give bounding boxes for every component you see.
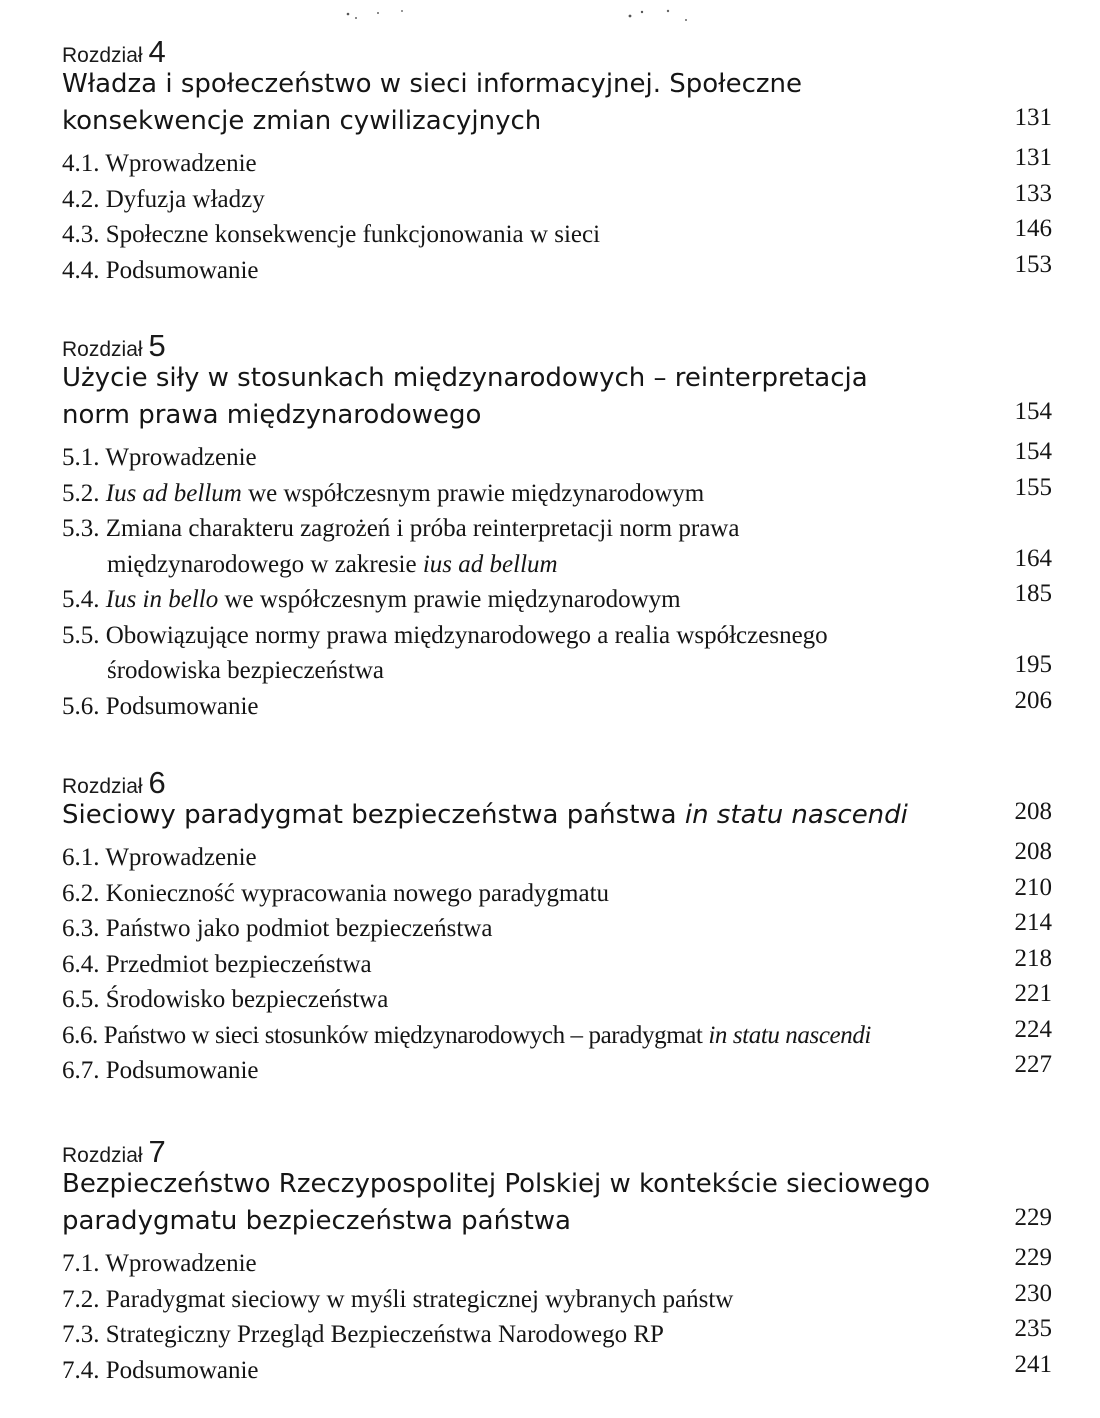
chapter-page-number: 131 (1014, 104, 1052, 131)
chapter-6 (62, 767, 1052, 1089)
entry-title: Przedmiot bezpieczeństwa (105, 950, 372, 978)
chapter-page-number: 229 (1014, 1204, 1052, 1231)
entry-title: Wprowadzenie (105, 1250, 257, 1277)
entry-title: Dyfuzja władzy (105, 185, 265, 213)
chapter-label (62, 328, 1052, 363)
toc-entry (62, 217, 1052, 253)
entry-title-italic: Ius ad bellum (105, 479, 242, 507)
entry-title-continued: środowiska bezpieczeństwa (107, 657, 384, 684)
entry-number: 7.3. (62, 1321, 100, 1348)
toc-entry (62, 440, 1052, 476)
chapter-label (62, 34, 1052, 69)
entry-title-continued: międzynarodowego w zakresie (107, 550, 423, 578)
toc-entry (62, 1246, 1052, 1282)
entry-page-number: 214 (1014, 909, 1052, 936)
entry-page-number: 210 (1014, 873, 1052, 901)
chapter-number: 5 (148, 328, 166, 363)
entry-title: we współczesnym prawie międzynarodowym (241, 479, 705, 507)
entry-page-number: 241 (1014, 1350, 1052, 1378)
entry-number: 5.2. (62, 479, 100, 507)
entry-title: Strategiczny Przegląd Bezpieczeństwa Narodowego RP (105, 1321, 664, 1348)
section-list (62, 440, 1052, 724)
entry-number: 6.7. (62, 1057, 100, 1084)
entry-number: 7.2. (62, 1285, 100, 1313)
entry-page-number: 164 (1014, 544, 1052, 572)
entry-title: Podsumowanie (105, 692, 259, 720)
toc-entry (62, 179, 1052, 218)
entry-title: Podsumowanie (105, 256, 259, 284)
chapter-title-line: Bezpieczeństwo Rzeczypospolitej Polskiej w kontekście sieciowego (62, 1169, 931, 1199)
section-list (62, 840, 1052, 1089)
chapter-title-line: konsekwencje zmian cywilizacyjnych (62, 106, 542, 136)
chapter-label (62, 765, 1052, 800)
section-list (62, 1246, 1052, 1388)
entry-title: Podsumowanie (105, 1057, 259, 1084)
chapter-label-text: Rozdział (62, 44, 143, 67)
entry-title: Państwo w sieci stosunków międzynarodowych – paradygmat (103, 1021, 709, 1049)
chapter-label-text: Rozdział (62, 1144, 143, 1167)
toc-entry (62, 982, 1052, 1018)
toc-entry (62, 146, 1052, 182)
entry-title: Wprowadzenie (105, 444, 257, 471)
chapter-title-text: Sieciowy paradygmat bezpieczeństwa państwa (62, 800, 685, 830)
chapter-title-line: paradygmatu bezpieczeństwa państwa (62, 1206, 571, 1236)
entry-number: 4.1. (62, 150, 100, 177)
chapter-title (62, 66, 1052, 140)
entry-number: 5.1. (62, 444, 100, 471)
toc-entry (62, 1317, 1052, 1353)
toc-entry (62, 511, 1052, 582)
entry-number: 4.4. (62, 256, 100, 284)
entry-number: 5.4. (62, 586, 100, 613)
chapter-page-number: 154 (1014, 398, 1052, 425)
chapter-title-line: Użycie siły w stosunkach międzynarodowych – reinterpretacja (62, 363, 868, 393)
toc-entry (62, 840, 1052, 876)
entry-number: 7.4. (62, 1356, 100, 1384)
entry-page-number: 230 (1014, 1279, 1052, 1307)
scan-specks (330, 2, 710, 32)
entry-title-italic: in statu nascendi (708, 1021, 871, 1049)
toc-entry (62, 250, 1052, 289)
entry-page-number: 208 (1014, 838, 1052, 865)
entry-title-italic: ius ad bellum (422, 550, 558, 578)
chapter-4 (62, 36, 1052, 288)
chapter-number: 6 (148, 765, 166, 800)
toc-entry (62, 1053, 1052, 1089)
toc-entry (62, 686, 1052, 725)
entry-number: 6.2. (62, 879, 100, 907)
entry-number: 5.3. (62, 515, 100, 542)
entry-title: Konieczność wypracowania nowego paradygmatu (105, 879, 610, 907)
toc-entry (62, 911, 1052, 947)
entry-page-number: 155 (1014, 473, 1052, 501)
entry-title: Wprowadzenie (105, 844, 257, 871)
entry-page-number: 235 (1014, 1315, 1052, 1342)
chapter-label-text: Rozdział (62, 338, 143, 361)
entry-page-number: 146 (1014, 215, 1052, 242)
entry-title: we współczesnym prawie międzynarodowym (218, 586, 681, 613)
entry-page-number: 227 (1014, 1051, 1052, 1078)
toc-entry (62, 944, 1052, 983)
entry-page-number: 224 (1014, 1015, 1052, 1043)
entry-title: Paradygmat sieciowy w myśli strategicznej wybranych państw (105, 1285, 734, 1313)
entry-number: 5.6. (62, 692, 100, 720)
entry-page-number: 185 (1014, 580, 1052, 607)
chapter-title-line: Władza i społeczeństwo w sieci informacyjnej. Społeczne (62, 69, 802, 99)
entry-number: 6.6. (62, 1021, 98, 1049)
entry-title: Środowisko bezpieczeństwa (105, 986, 389, 1013)
toc-entry (62, 1279, 1052, 1318)
entry-page-number: 206 (1014, 686, 1052, 714)
toc-entry (62, 1015, 1052, 1054)
entry-number: 4.2. (62, 185, 100, 213)
entry-title: Państwo jako podmiot bezpieczeństwa (105, 915, 493, 942)
toc-entry (62, 1350, 1052, 1389)
entry-page-number: 218 (1014, 944, 1052, 972)
chapter-title (62, 797, 1052, 834)
entry-number: 6.3. (62, 915, 100, 942)
entry-number: 4.3. (62, 221, 100, 248)
chapter-number: 4 (148, 34, 166, 69)
chapter-title-line: norm prawa międzynarodowego (62, 400, 482, 430)
toc-entry (62, 618, 1052, 689)
chapter-7 (62, 1136, 1052, 1388)
entry-page-number: 229 (1014, 1244, 1052, 1271)
entry-page-number: 153 (1014, 250, 1052, 278)
chapter-page-number: 208 (1014, 798, 1052, 825)
entry-page-number: 131 (1014, 144, 1052, 171)
toc-entry (62, 582, 1052, 618)
entry-page-number: 195 (1014, 651, 1052, 678)
entry-number: 6.4. (62, 950, 100, 978)
chapter-label (62, 1134, 1052, 1169)
entry-number: 7.1. (62, 1250, 100, 1277)
entry-title: Zmiana charakteru zagrożeń i próba reinterpretacji norm prawa (105, 515, 740, 542)
entry-page-number: 133 (1014, 179, 1052, 207)
section-list (62, 146, 1052, 288)
chapter-number: 7 (148, 1134, 166, 1169)
chapter-5 (62, 330, 1052, 724)
chapter-title-italic: in statu nascendi (684, 800, 908, 830)
entry-number: 5.5. (62, 621, 100, 649)
entry-number: 6.5. (62, 986, 100, 1013)
entry-title-italic: Ius in bello (105, 586, 219, 613)
entry-page-number: 221 (1014, 980, 1052, 1007)
toc-entry (62, 873, 1052, 912)
chapter-title (62, 360, 1052, 434)
entry-title: Społeczne konsekwencje funkcjonowania w sieci (105, 221, 601, 248)
entry-title: Obowiązujące normy prawa międzynarodowego a realia współczesnego (105, 621, 828, 649)
chapter-label-text: Rozdział (62, 775, 143, 798)
entry-number: 6.1. (62, 844, 100, 871)
toc-entry (62, 473, 1052, 512)
entry-title: Podsumowanie (105, 1356, 259, 1384)
entry-page-number: 154 (1014, 438, 1052, 465)
chapter-title (62, 1166, 1052, 1240)
entry-title: Wprowadzenie (105, 150, 257, 177)
